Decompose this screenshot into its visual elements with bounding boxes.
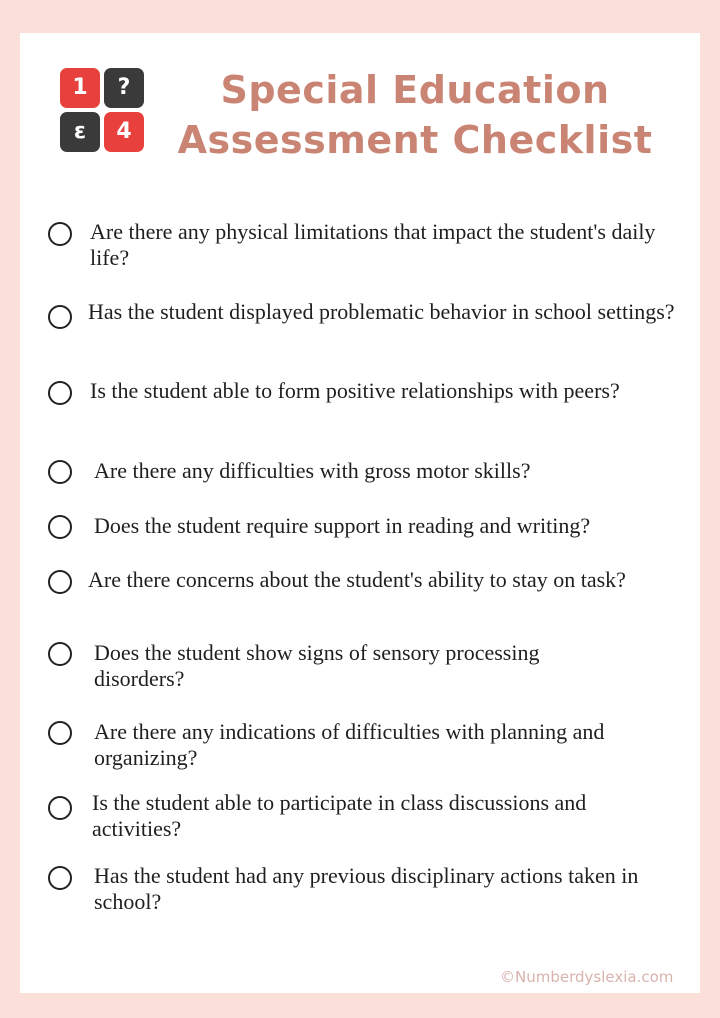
- checkbox-circle-icon[interactable]: [48, 305, 72, 329]
- checklist-item-text: Has the student had any previous disciplinary actions taken in school?: [94, 863, 639, 914]
- checklist-item-text: Does the student show signs of sensory processing disorders?: [94, 640, 540, 691]
- checklist-item-text: Are there concerns about the student's ability to stay on task?: [88, 567, 626, 592]
- checkbox-circle-icon[interactable]: [48, 515, 72, 539]
- logo-tile-1: 1: [60, 68, 100, 108]
- checklist-item-text: Are there any physical limitations that impact the student's daily life?: [90, 219, 656, 270]
- checklist-item-text: Is the student able to form positive relationships with peers?: [90, 378, 620, 403]
- page-title-line-2: Assessment Checklist: [177, 118, 653, 162]
- checkbox-circle-icon[interactable]: [48, 222, 72, 246]
- checklist-item-text: Has the student displayed problematic behavior in school settings?: [88, 299, 675, 324]
- checkbox-circle-icon[interactable]: [48, 642, 72, 666]
- page-title-line-1: Special Education: [220, 68, 610, 112]
- checkbox-circle-icon[interactable]: [48, 796, 72, 820]
- logo-tile-3-mirrored: ε: [60, 112, 100, 152]
- numberdyslexia-logo: [60, 68, 148, 156]
- logo-tile-question: ?: [104, 68, 144, 108]
- checkbox-circle-icon[interactable]: [48, 381, 72, 405]
- checklist-item-text: Does the student require support in reading and writing?: [94, 513, 591, 538]
- logo-tile-4: 4: [104, 112, 144, 152]
- checkbox-circle-icon[interactable]: [48, 570, 72, 594]
- checkbox-circle-icon[interactable]: [48, 721, 72, 745]
- checklist-item-text: Are there any indications of difficulties with planning and organizing?: [94, 719, 605, 770]
- copyright-watermark: ©Numberdyslexia.com: [500, 968, 674, 986]
- checkbox-circle-icon[interactable]: [48, 866, 72, 890]
- checklist-item-text: Is the student able to participate in class discussions and activities?: [92, 790, 587, 841]
- checklist-item-text: Are there any difficulties with gross motor skills?: [94, 458, 531, 483]
- checkbox-circle-icon[interactable]: [48, 460, 72, 484]
